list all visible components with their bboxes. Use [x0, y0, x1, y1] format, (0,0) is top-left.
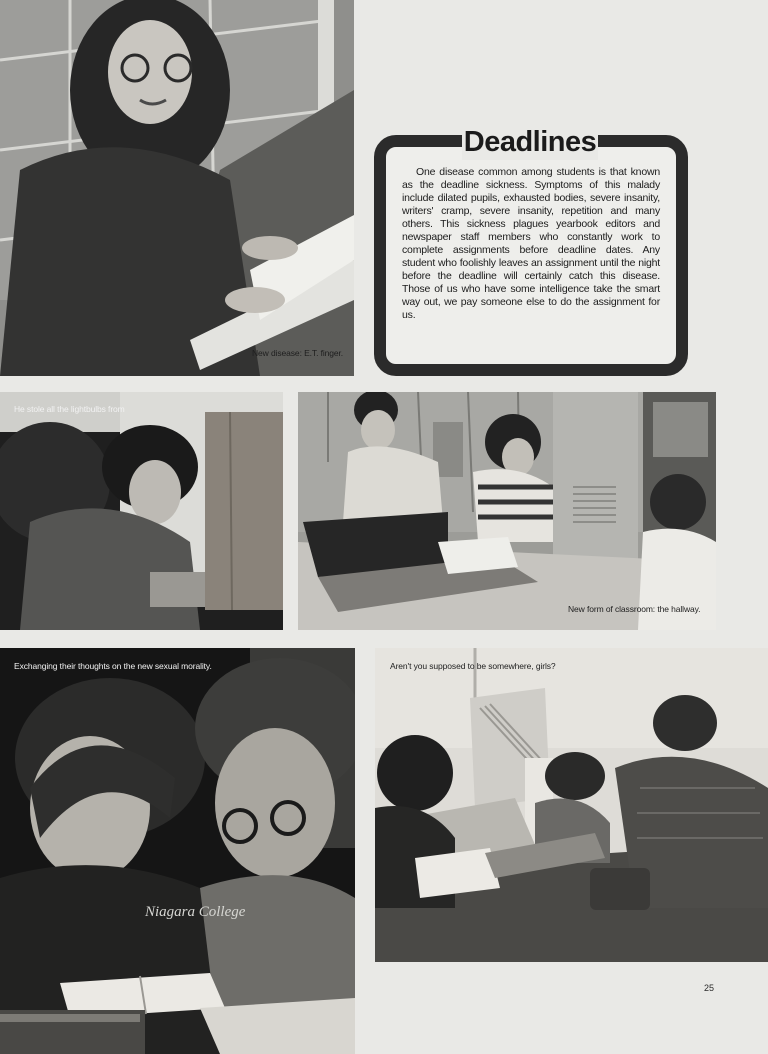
caption-photo-3: New form of classroom: the hallway.: [568, 604, 701, 614]
photo-girl-reading: [0, 0, 354, 376]
photo-hallway-classroom: [298, 392, 716, 630]
page-number: 25: [704, 983, 715, 993]
photo-girls-by-window: [375, 648, 768, 962]
article-body: One disease common among students is that known as the deadline sickness. Symptoms of this malady include dilated pupils, exhausted bodies, severe insanity, writers' cramp, severe insanity, repetition and many others. This sickness plagues yearbook editors and newspaper staff members who constantly work to complete assignments before deadline dates. Any student who foolishly leaves an assignment until the night before the deadline will certainly catch this disease. Those of us who have some intelligence take the smart way out, we pay someone else to do the assignment for us.: [402, 166, 660, 321]
caption-photo-1: New disease: E.T. finger.: [252, 348, 344, 358]
article-title: Deadlines: [463, 126, 597, 158]
photo-boy-at-desk: [0, 392, 283, 630]
sweatshirt-lettering: Niagara College: [145, 904, 246, 920]
caption-photo-2: He stole all the lightbulbs from: [14, 404, 125, 414]
photo-couple-reading: [0, 648, 355, 1054]
caption-photo-5: Aren't you supposed to be somewhere, girls?: [390, 661, 556, 671]
caption-photo-4: Exchanging their thoughts on the new sexual morality.: [14, 661, 212, 671]
